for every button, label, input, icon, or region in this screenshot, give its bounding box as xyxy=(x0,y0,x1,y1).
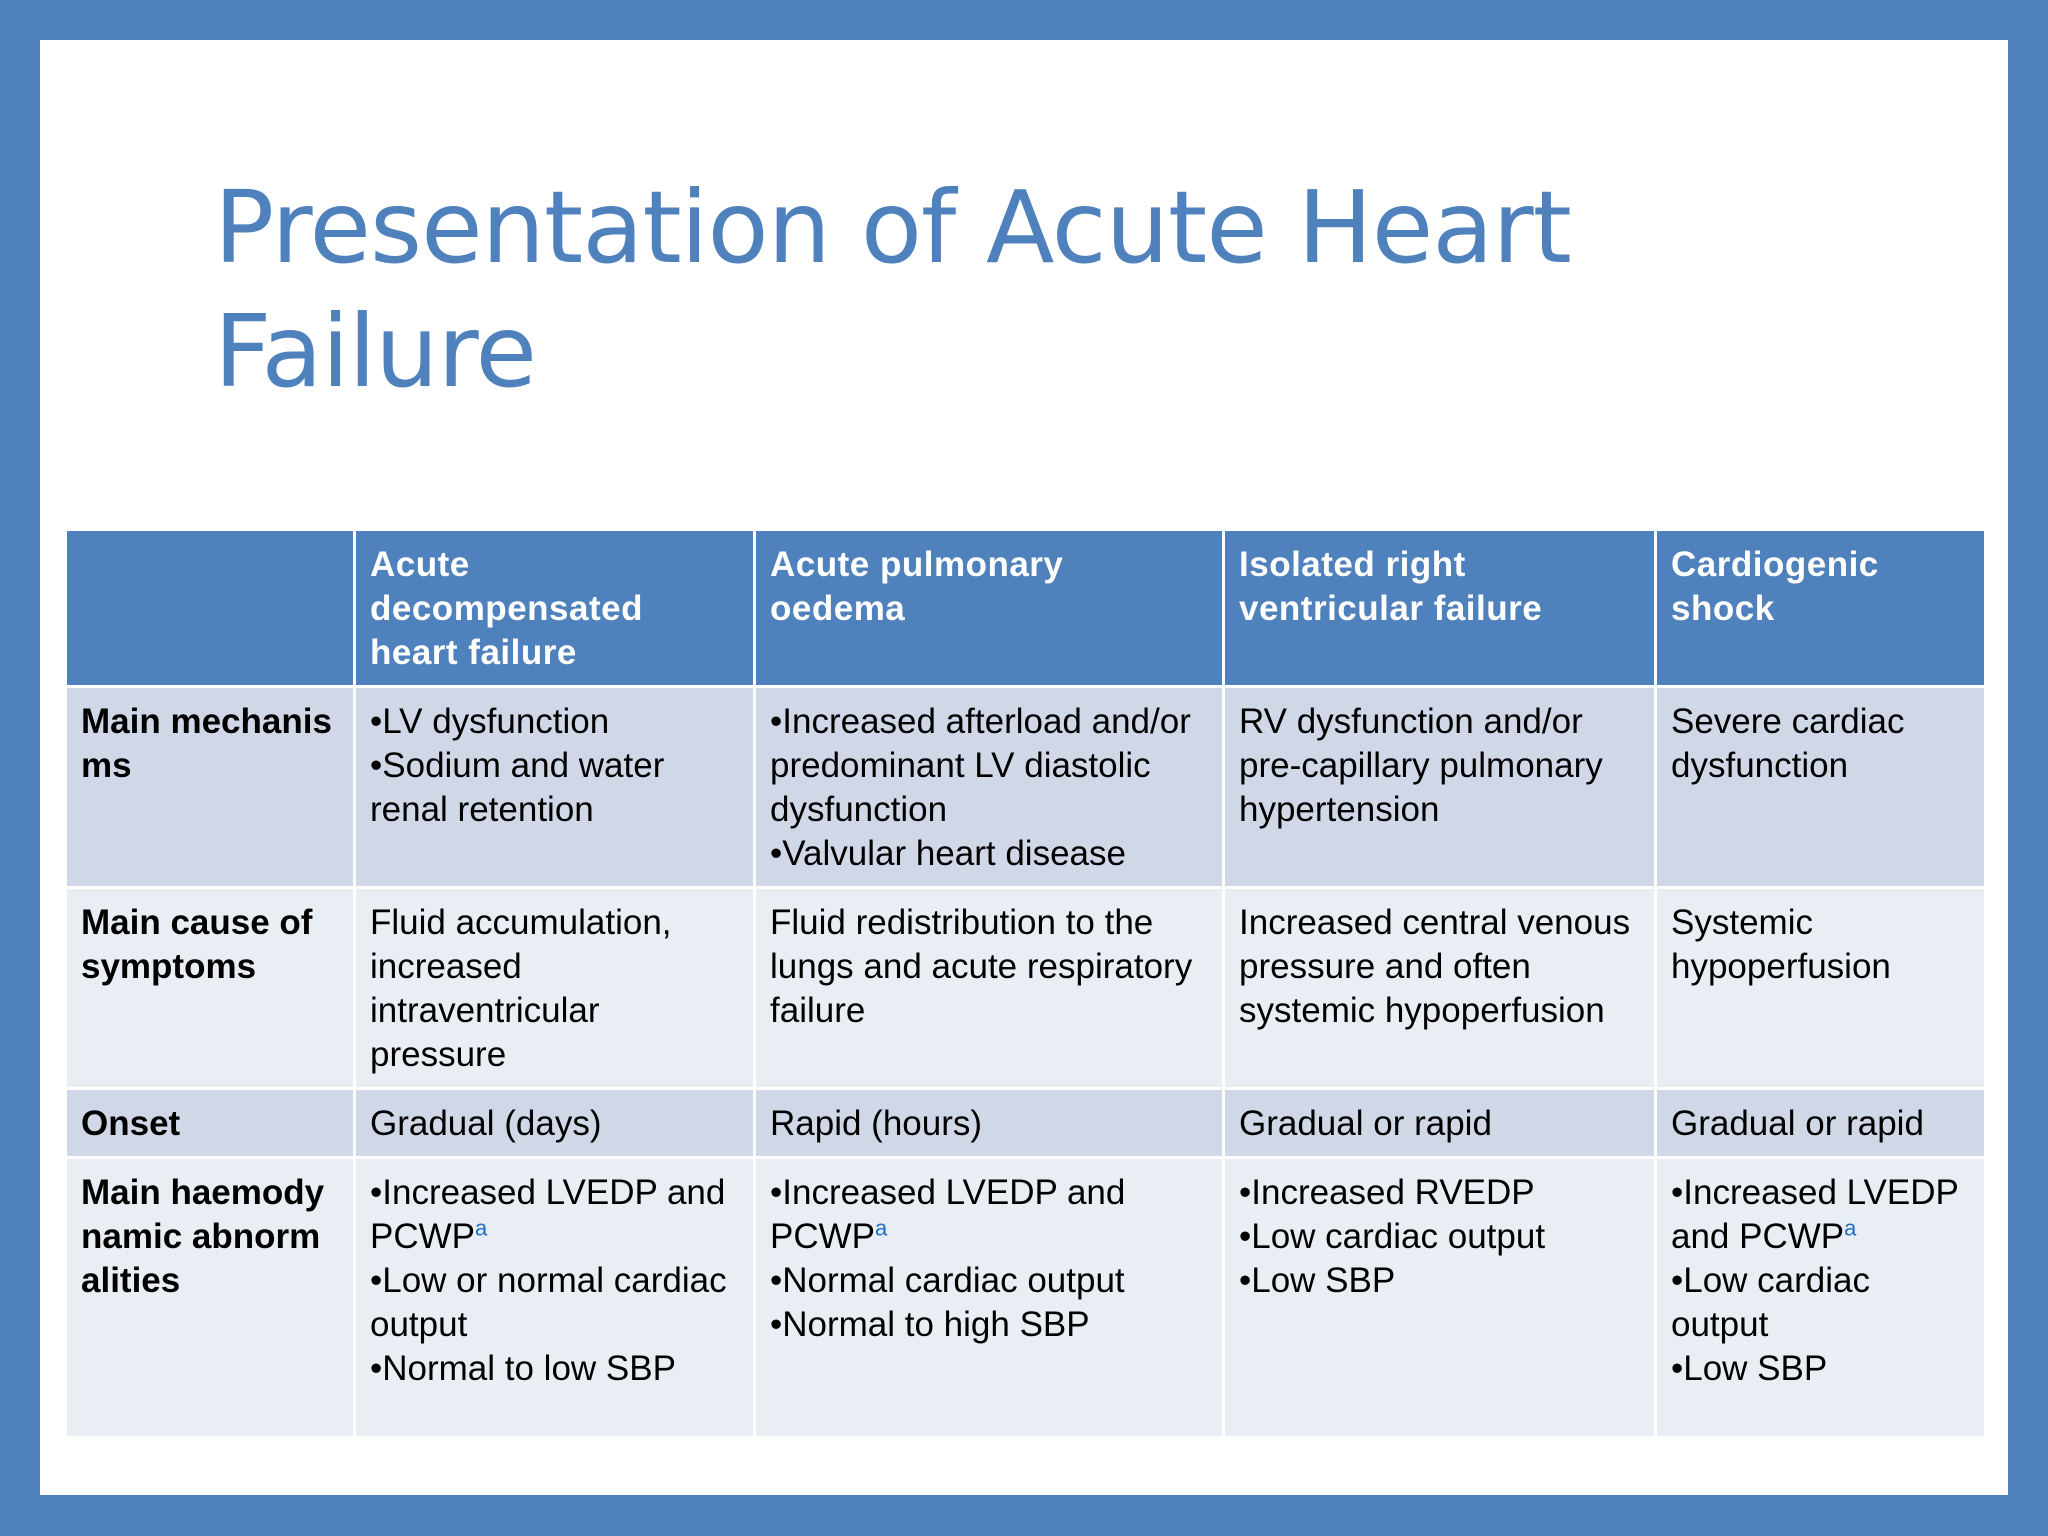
cell-line: •Low cardiac output xyxy=(1239,1217,1546,1256)
cell-line: •Normal to high SBP xyxy=(770,1305,1090,1344)
table-row-mechanisms xyxy=(66,687,1986,888)
cell-mechanisms-apo xyxy=(755,687,1224,888)
cell-line: •Normal cardiac output xyxy=(770,1261,1125,1300)
cell-line: •Increased afterload and/or predominant LV diastolic dysfunction xyxy=(770,702,1191,829)
table-row-symptoms xyxy=(66,888,1986,1089)
cell-onset-rvf: Gradual or rapid xyxy=(1224,1089,1656,1158)
cell-mechanisms-shock: Severe cardiac dysfunction xyxy=(1656,687,1986,888)
cell-onset-shock: Gradual or rapid xyxy=(1656,1089,1986,1158)
title-line-2: Failure xyxy=(214,293,537,410)
cell-symptoms-adhf: Fluid accumulation, increased intraventricular pressure xyxy=(355,888,755,1089)
cell-symptoms-shock: Systemic hypoperfusion xyxy=(1656,888,1986,1089)
cell-line-text: •Increased LVEDP and PCWP xyxy=(370,1173,726,1256)
cell-haemodynamic-apo xyxy=(755,1158,1224,1438)
title-line-1: Presentation of Acute Heart xyxy=(214,169,1571,286)
slide-title xyxy=(214,166,1914,414)
cell-haemodynamic-shock xyxy=(1656,1158,1986,1438)
cell-onset-apo: Rapid (hours) xyxy=(755,1089,1224,1158)
header-corner xyxy=(66,530,355,687)
footnote-marker: a xyxy=(875,1215,888,1241)
cell-line: •Normal to low SBP xyxy=(370,1349,676,1388)
table-row-onset xyxy=(66,1089,1986,1158)
cell-line: •Low SBP xyxy=(1671,1349,1828,1388)
cell-line: •Low or normal cardiac output xyxy=(370,1261,727,1344)
header-acute-pulmonary-oedema: Acute pulmonary oedema xyxy=(755,530,1224,687)
row-label-symptoms: Main cause of symptoms xyxy=(66,888,355,1089)
table-header-row xyxy=(66,530,1986,687)
table-row-haemodynamic xyxy=(66,1158,1986,1438)
header-acute-decompensated: Acute decompensated heart failure xyxy=(355,530,755,687)
row-label-mechanisms: Main mechanisms xyxy=(66,687,355,888)
footnote-marker: a xyxy=(1844,1215,1857,1241)
cell-line-text: •Increased LVEDP and PCWP xyxy=(770,1173,1126,1256)
cell-line: •Low SBP xyxy=(1239,1261,1396,1300)
slide xyxy=(40,40,2008,1495)
cell-line: •LV dysfunction xyxy=(370,702,610,741)
cell-line: •Valvular heart disease xyxy=(770,834,1126,873)
cell-onset-adhf: Gradual (days) xyxy=(355,1089,755,1158)
cell-symptoms-apo: Fluid redistribution to the lungs and acute respiratory failure xyxy=(755,888,1224,1089)
cell-haemodynamic-rvf xyxy=(1224,1158,1656,1438)
header-cardiogenic-shock: Cardiogenic shock xyxy=(1656,530,1986,687)
cell-mechanisms-rvf: RV dysfunction and/or pre-capillary pulmonary hypertension xyxy=(1224,687,1656,888)
cell-mechanisms-adhf xyxy=(355,687,755,888)
cell-line: •Increased RVEDP xyxy=(1239,1173,1535,1212)
cell-line xyxy=(770,1171,1208,1259)
row-label-onset: Onset xyxy=(66,1089,355,1158)
cell-line: •Sodium and water renal retention xyxy=(370,746,665,829)
header-isolated-rv-failure: Isolated right ventricular failure xyxy=(1224,530,1656,687)
cell-line: •Low cardiac output xyxy=(1671,1261,1871,1344)
cell-line xyxy=(1671,1171,1970,1259)
row-label-haemodynamic: Main haemodynamic abnormalities xyxy=(66,1158,355,1438)
cell-symptoms-rvf: Increased central venous pressure and often systemic hypoperfusion xyxy=(1224,888,1656,1089)
cell-haemodynamic-adhf xyxy=(355,1158,755,1438)
cell-line-text: •Increased LVEDP and PCWP xyxy=(1671,1173,1959,1256)
cell-line xyxy=(370,1171,739,1259)
heart-failure-table xyxy=(64,528,1987,1439)
footnote-marker: a xyxy=(475,1215,488,1241)
